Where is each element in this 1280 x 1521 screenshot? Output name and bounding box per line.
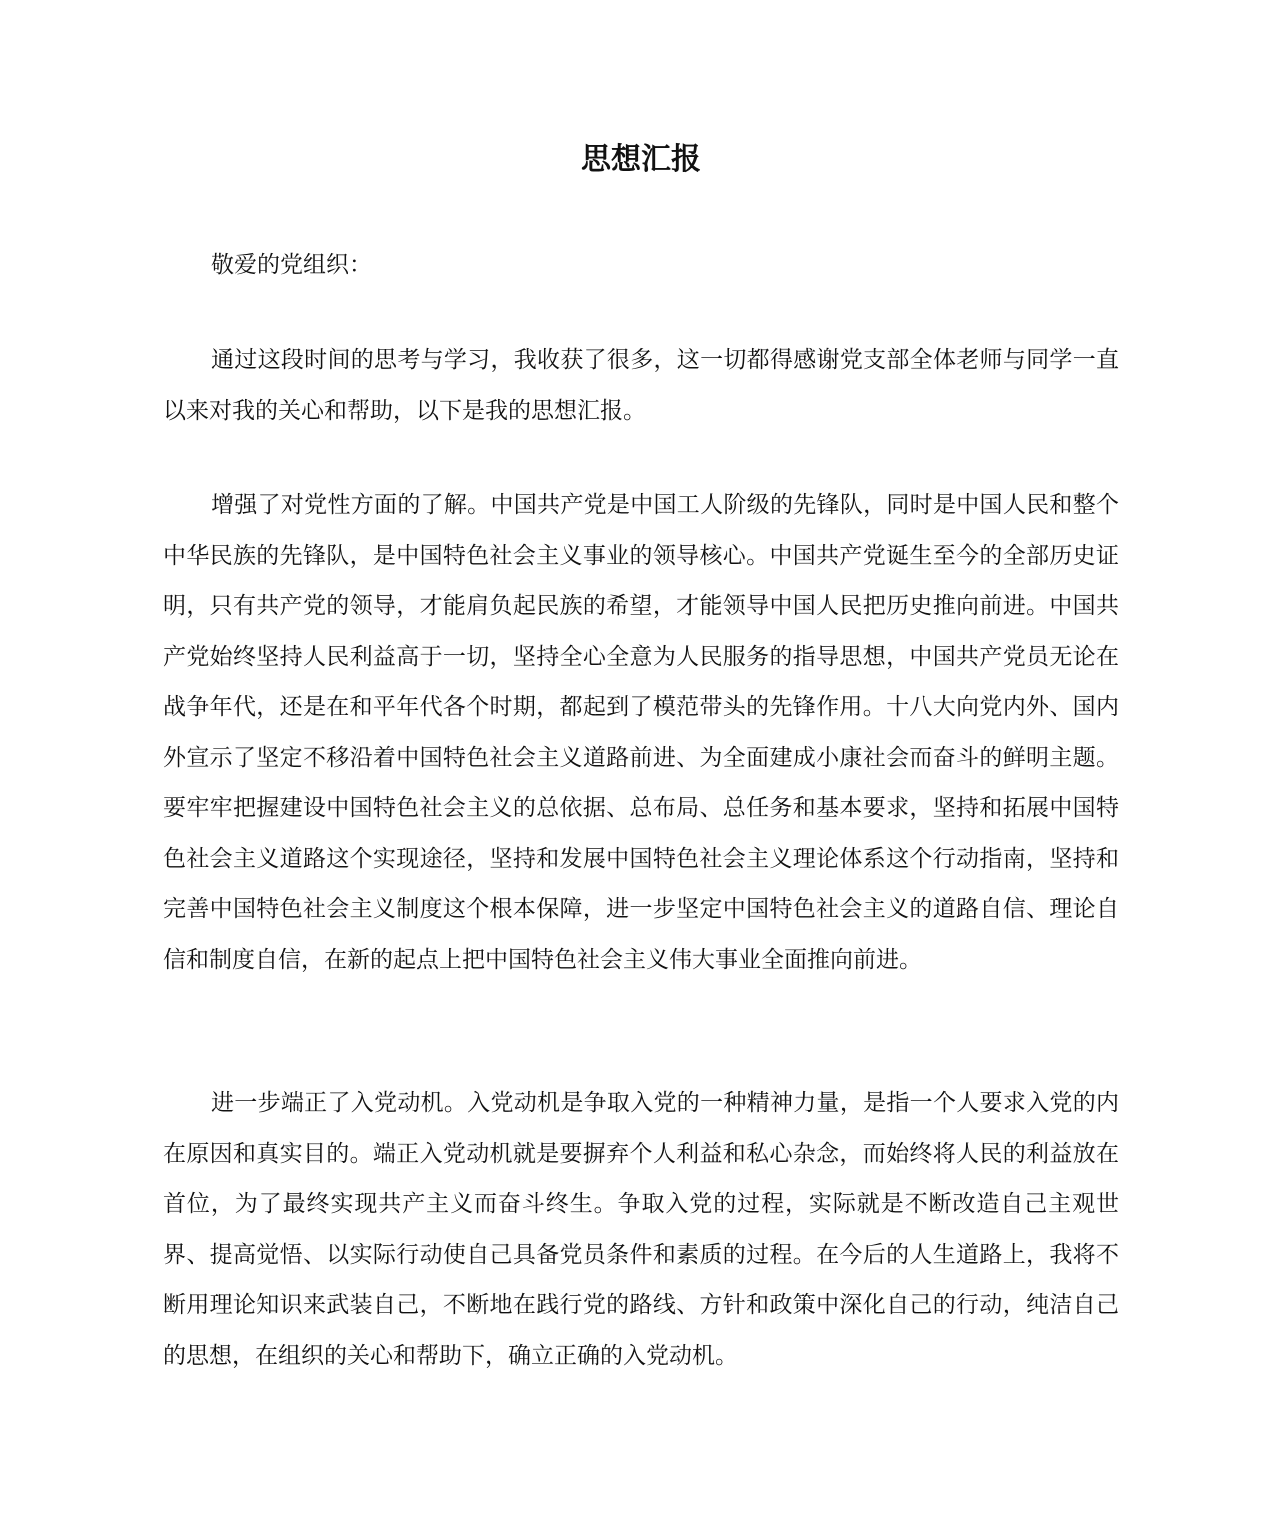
paragraph-intro: 通过这段时间的思考与学习，我收获了很多，这一切都得感谢党支部全体老师与同学一直以来对我的关心和帮助，以下是我的思想汇报。 <box>163 347 1119 424</box>
paragraph-motivation: 进一步端正了入党动机。入党动机是争取入党的一种精神力量，是指一个人要求入党的内在原因和真实目的。端正入党动机就是要摒弃个人利益和私心杂念，而始终将人民的利益放在首位，为了最终实现共产主义而奋斗终生。争取入党的过程，实际就是不断改造自己主观世界、提高觉悟、以实际行动使自己具备党员条件和素质的过程。在今后的人生道路上，我将不断用理论知识来武装自己，不断地在践行党的路线、方针和政策中深化自己的行动，纯洁自己的思想，在组织的关心和帮助下，确立正确的入党动机。 <box>163 1090 1119 1369</box>
paragraph-party-spirit: 增强了对党性方面的了解。中国共产党是中国工人阶级的先锋队，同时是中国人民和整个中华民族的先锋队，是中国特色社会主义事业的领导核心。中国共产党诞生至今的全部历史证明，只有共产党的领导，才能肩负起民族的希望，才能领导中国人民把历史推向前进。中国共产党始终坚持人民利益高于一切，坚持全心全意为人民服务的指导思想，中国共产党员无论在战争年代，还是在和平年代各个时期，都起到了模范带头的先锋作用。十八大向党内外、国内外宣示了坚定不移沿着中国特色社会主义道路前进、为全面建成小康社会而奋斗的鲜明主题。要牢牢把握建设中国特色社会主义的总依据、总布局、总任务和基本要求，坚持和拓展中国特色社会主义道路这个实现途径，坚持和发展中国特色社会主义理论体系这个行动指南，坚持和完善中国特色社会主义制度这个根本保障，进一步坚定中国特色社会主义的道路自信、理论自信和制度自信，在新的起点上把中国特色社会主义伟大事业全面推向前进。 <box>163 492 1119 973</box>
salutation: 敬爱的党组织： <box>211 252 372 278</box>
document-title: 思想汇报 <box>581 142 701 177</box>
